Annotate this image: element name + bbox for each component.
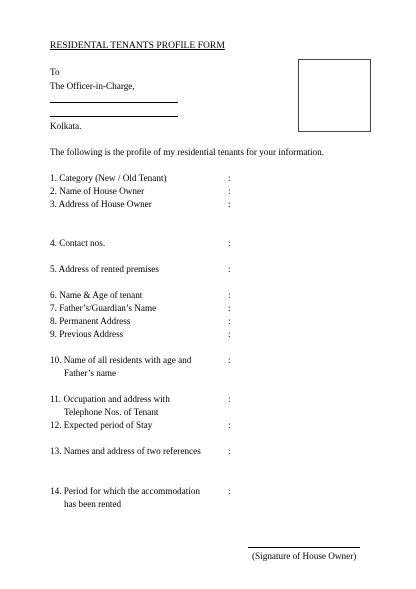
field-colon: :	[228, 446, 231, 456]
field-label: 3. Address of House Owner	[50, 199, 152, 209]
field-colon: :	[228, 303, 231, 313]
field-label: 10. Name of all residents with age and	[50, 355, 192, 365]
address-line-2	[50, 116, 178, 117]
field-colon: :	[228, 186, 231, 196]
field-label: 11. Occupation and address with	[50, 394, 170, 404]
photo-box	[298, 59, 371, 132]
field-colon: :	[228, 355, 231, 365]
field-label-continued: Father’s name	[64, 368, 117, 378]
field-label: 6. Name & Age of tenant	[50, 290, 143, 300]
intro-text: The following is the profile of my residential tenants for your information.	[50, 147, 325, 157]
salutation-to: To	[50, 67, 60, 77]
signature-label: (Signature of House Owner)	[252, 551, 357, 561]
field-label: 1. Category (New / Old Tenant)	[50, 173, 167, 183]
field-colon: :	[228, 486, 231, 496]
field-colon: :	[228, 420, 231, 430]
addressee: The Officer-in-Charge,	[50, 81, 135, 91]
field-label: 8. Permanent Address	[50, 316, 131, 326]
field-colon: :	[228, 173, 231, 183]
field-colon: :	[228, 394, 231, 404]
field-colon: :	[228, 329, 231, 339]
field-label: 9. Previous Address	[50, 329, 124, 339]
field-label: 14. Period for which the accommodation	[50, 486, 201, 496]
field-label: 4. Contact nos.	[50, 238, 106, 248]
field-label: 12. Expected period of Stay	[50, 420, 153, 430]
field-colon: :	[228, 264, 231, 274]
field-label-continued: Telephone Nos. of Tenant	[64, 407, 159, 417]
field-colon: :	[228, 238, 231, 248]
address-line-1	[50, 102, 178, 103]
field-label: 13. Names and address of two references	[50, 446, 201, 456]
field-label: 5. Address of rented premises	[50, 264, 159, 274]
city: Kolkata.	[50, 121, 82, 131]
field-label: 7. Father’s/Guardian’s Name	[50, 303, 157, 313]
field-colon: :	[228, 316, 231, 326]
field-colon: :	[228, 199, 231, 209]
field-colon: :	[228, 290, 231, 300]
form-title: RESIDENTAL TENANTS PROFILE FORM	[50, 40, 225, 51]
signature-line	[248, 547, 360, 548]
field-label-continued: has been rented	[64, 499, 122, 509]
field-label: 2. Name of House Owner	[50, 186, 145, 196]
